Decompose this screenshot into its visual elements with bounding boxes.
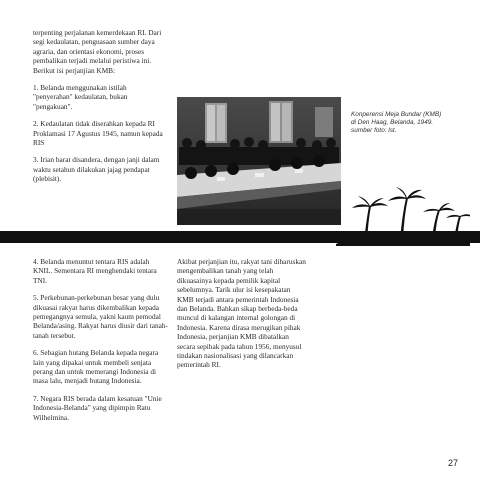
point-4: 4. Belanda menuntut tentara RIS adalah KNIL. Sementara RI menghendaki tentara TNI.: [33, 257, 157, 285]
page-number: 27: [447, 458, 458, 468]
photo-caption: [351, 111, 451, 136]
top-text-column: [33, 28, 168, 192]
caption-line: Konperensi Meja Bundar (KMB): [351, 111, 442, 118]
point-7: 7. Negara RIS berada dalam kesatuan "Unie Indonesia-Belanda" yang dipimpin Ratu Wilhelmina.: [33, 393, 162, 422]
caption-line: di Den Haag, Belanda, 1949.: [351, 119, 434, 127]
consequence-paragraph: Akibat perjanjian itu, rakyat tani diharuskan mengembalikan tanah yang telah dikuasainya kepada pemilik kapital sebelumnya. Tarik ulur isi kesepakatan KMB terjadi antara pemerintah Indonesia dan Belanda. Bahkan sikap berbeda-beda muncul di kalangan internal golongan di Indonesia. Karena dirasa merugikan pihak Indonesia, perjanjian KMB dibatalkan secara sepihak pada tahun 1956, menyusul tindakan nasionalisasi yang dilancarkan pemerintah RI.: [177, 257, 306, 370]
caption-line: sumber foto: lst.: [351, 127, 397, 135]
right-text-column: [177, 257, 307, 378]
kmb-conference-photo: [177, 97, 341, 225]
point-1: 1. Belanda menggunakan istilah "penyerahan" kedaulatan, bukan "pengakuan".: [33, 83, 128, 111]
point-3: 3. Irian barat disandera, dengan janji dalam waktu setahun dilakukan jajag pendapat (plebisit).: [33, 155, 160, 184]
intro-paragraph: terpenting perjalanan kemerdekaan RI. Dari segi kedaulatan, penguasaan sumber daya agraria, dan orientasi ekonomi, proses pembalikan terjadi melalui peristiwa ini. Berikut isi perjanjian KMB:: [33, 28, 162, 75]
left-text-column: [33, 257, 168, 430]
point-6: 6. Sebagian hutang Belanda kepada negara lain yang dipakai untuk membeli senjata perang dan untuk memerangi Indonesia di masa lalu, menjadi hutang Indonesia.: [33, 348, 159, 386]
point-5: 5. Perkebunan-perkebunan besar yang dulu dikuasai rakyat harus dikembalikan kepada pemegangnya semula, yakni kaum pemodal Belanda/asing. Rakyat harus diusir dari tanah-tanah tersebut.: [33, 293, 168, 340]
black-divider-banner: [0, 231, 480, 243]
point-2: 2. Kedaulatan tidak diserahkan kepada RI Proklamasi 17 Agustus 1945, namun kepada RIS: [33, 119, 163, 148]
